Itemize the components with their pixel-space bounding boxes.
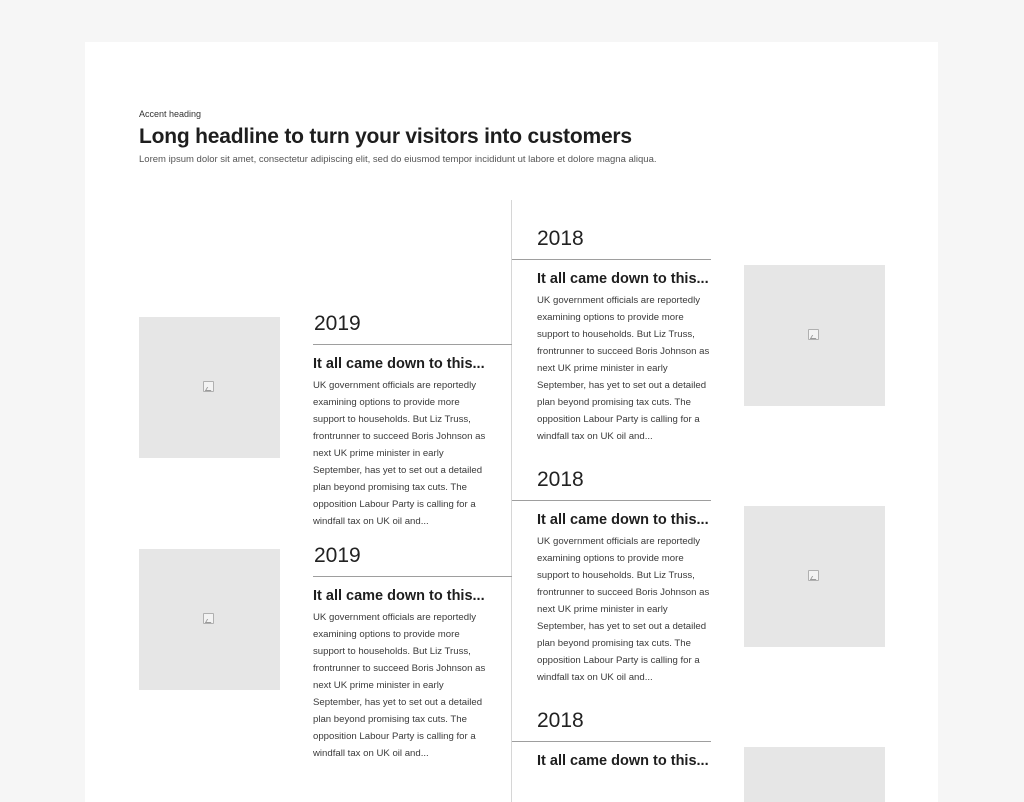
timeline-image-left-2 bbox=[139, 549, 280, 690]
entry-title: It all came down to this... bbox=[313, 588, 485, 604]
entry-body: UK government officials are reportedly examining options to provide more support to households. But Liz Truss, frontrunner to succeed Boris Johnson as next UK prime minister in early September, has yet to set out a detailed plan beyond promising tax cuts. The opposition Labour Party is calling for a windfall tax on UK oil and... bbox=[537, 295, 710, 442]
timeline-image-left-1 bbox=[139, 317, 280, 458]
entry-title: It all came down to this... bbox=[537, 753, 709, 769]
timeline-entry-right-1 bbox=[512, 225, 711, 445]
entry-year: 2018 bbox=[537, 709, 584, 732]
image-placeholder-icon bbox=[808, 329, 819, 340]
image-placeholder-icon bbox=[203, 613, 214, 624]
entry-title: It all came down to this... bbox=[537, 512, 709, 528]
entry-year: 2018 bbox=[537, 227, 584, 250]
timeline-entry-left-1 bbox=[313, 310, 512, 530]
entry-year: 2019 bbox=[314, 312, 361, 335]
entry-year: 2019 bbox=[314, 544, 361, 567]
entry-divider bbox=[313, 576, 512, 577]
page-title: Long headline to turn your visitors into customers bbox=[139, 125, 632, 148]
entry-divider bbox=[512, 500, 711, 501]
timeline-section bbox=[85, 42, 938, 802]
entry-body: UK government officials are reportedly examining options to provide more support to households. But Liz Truss, frontrunner to succeed Boris Johnson as next UK prime minister in early September, has yet to set out a detailed plan beyond promising tax cuts. The opposition Labour Party is calling for a windfall tax on UK oil and... bbox=[313, 612, 486, 759]
timeline-entry-right-2 bbox=[512, 466, 711, 686]
entry-title: It all came down to this... bbox=[537, 271, 709, 287]
timeline-entry-right-3 bbox=[512, 707, 711, 770]
accent-heading: Accent heading bbox=[139, 109, 202, 119]
page-subtitle: Lorem ipsum dolor sit amet, consectetur adipiscing elit, sed do eiusmod tempor incididunt ut labore et dolore magna aliqua. bbox=[139, 154, 657, 165]
image-placeholder-icon bbox=[808, 570, 819, 581]
entry-body: UK government officials are reportedly examining options to provide more support to households. But Liz Truss, frontrunner to succeed Boris Johnson as next UK prime minister in early September, has yet to set out a detailed plan beyond promising tax cuts. The opposition Labour Party is calling for a windfall tax on UK oil and... bbox=[313, 380, 486, 527]
timeline-entry-left-2 bbox=[313, 542, 512, 762]
entry-body: UK government officials are reportedly examining options to provide more support to households. But Liz Truss, frontrunner to succeed Boris Johnson as next UK prime minister in early September, has yet to set out a detailed plan beyond promising tax cuts. The opposition Labour Party is calling for a windfall tax on UK oil and... bbox=[537, 536, 710, 683]
timeline-image-right-2 bbox=[744, 506, 885, 647]
entry-divider bbox=[512, 259, 711, 260]
timeline-image-right-1 bbox=[744, 265, 885, 406]
image-placeholder-icon bbox=[203, 381, 214, 392]
timeline-image-right-3 bbox=[744, 747, 885, 802]
entry-divider bbox=[512, 741, 711, 742]
entry-year: 2018 bbox=[537, 468, 584, 491]
entry-divider bbox=[313, 344, 512, 345]
entry-title: It all came down to this... bbox=[313, 356, 485, 372]
